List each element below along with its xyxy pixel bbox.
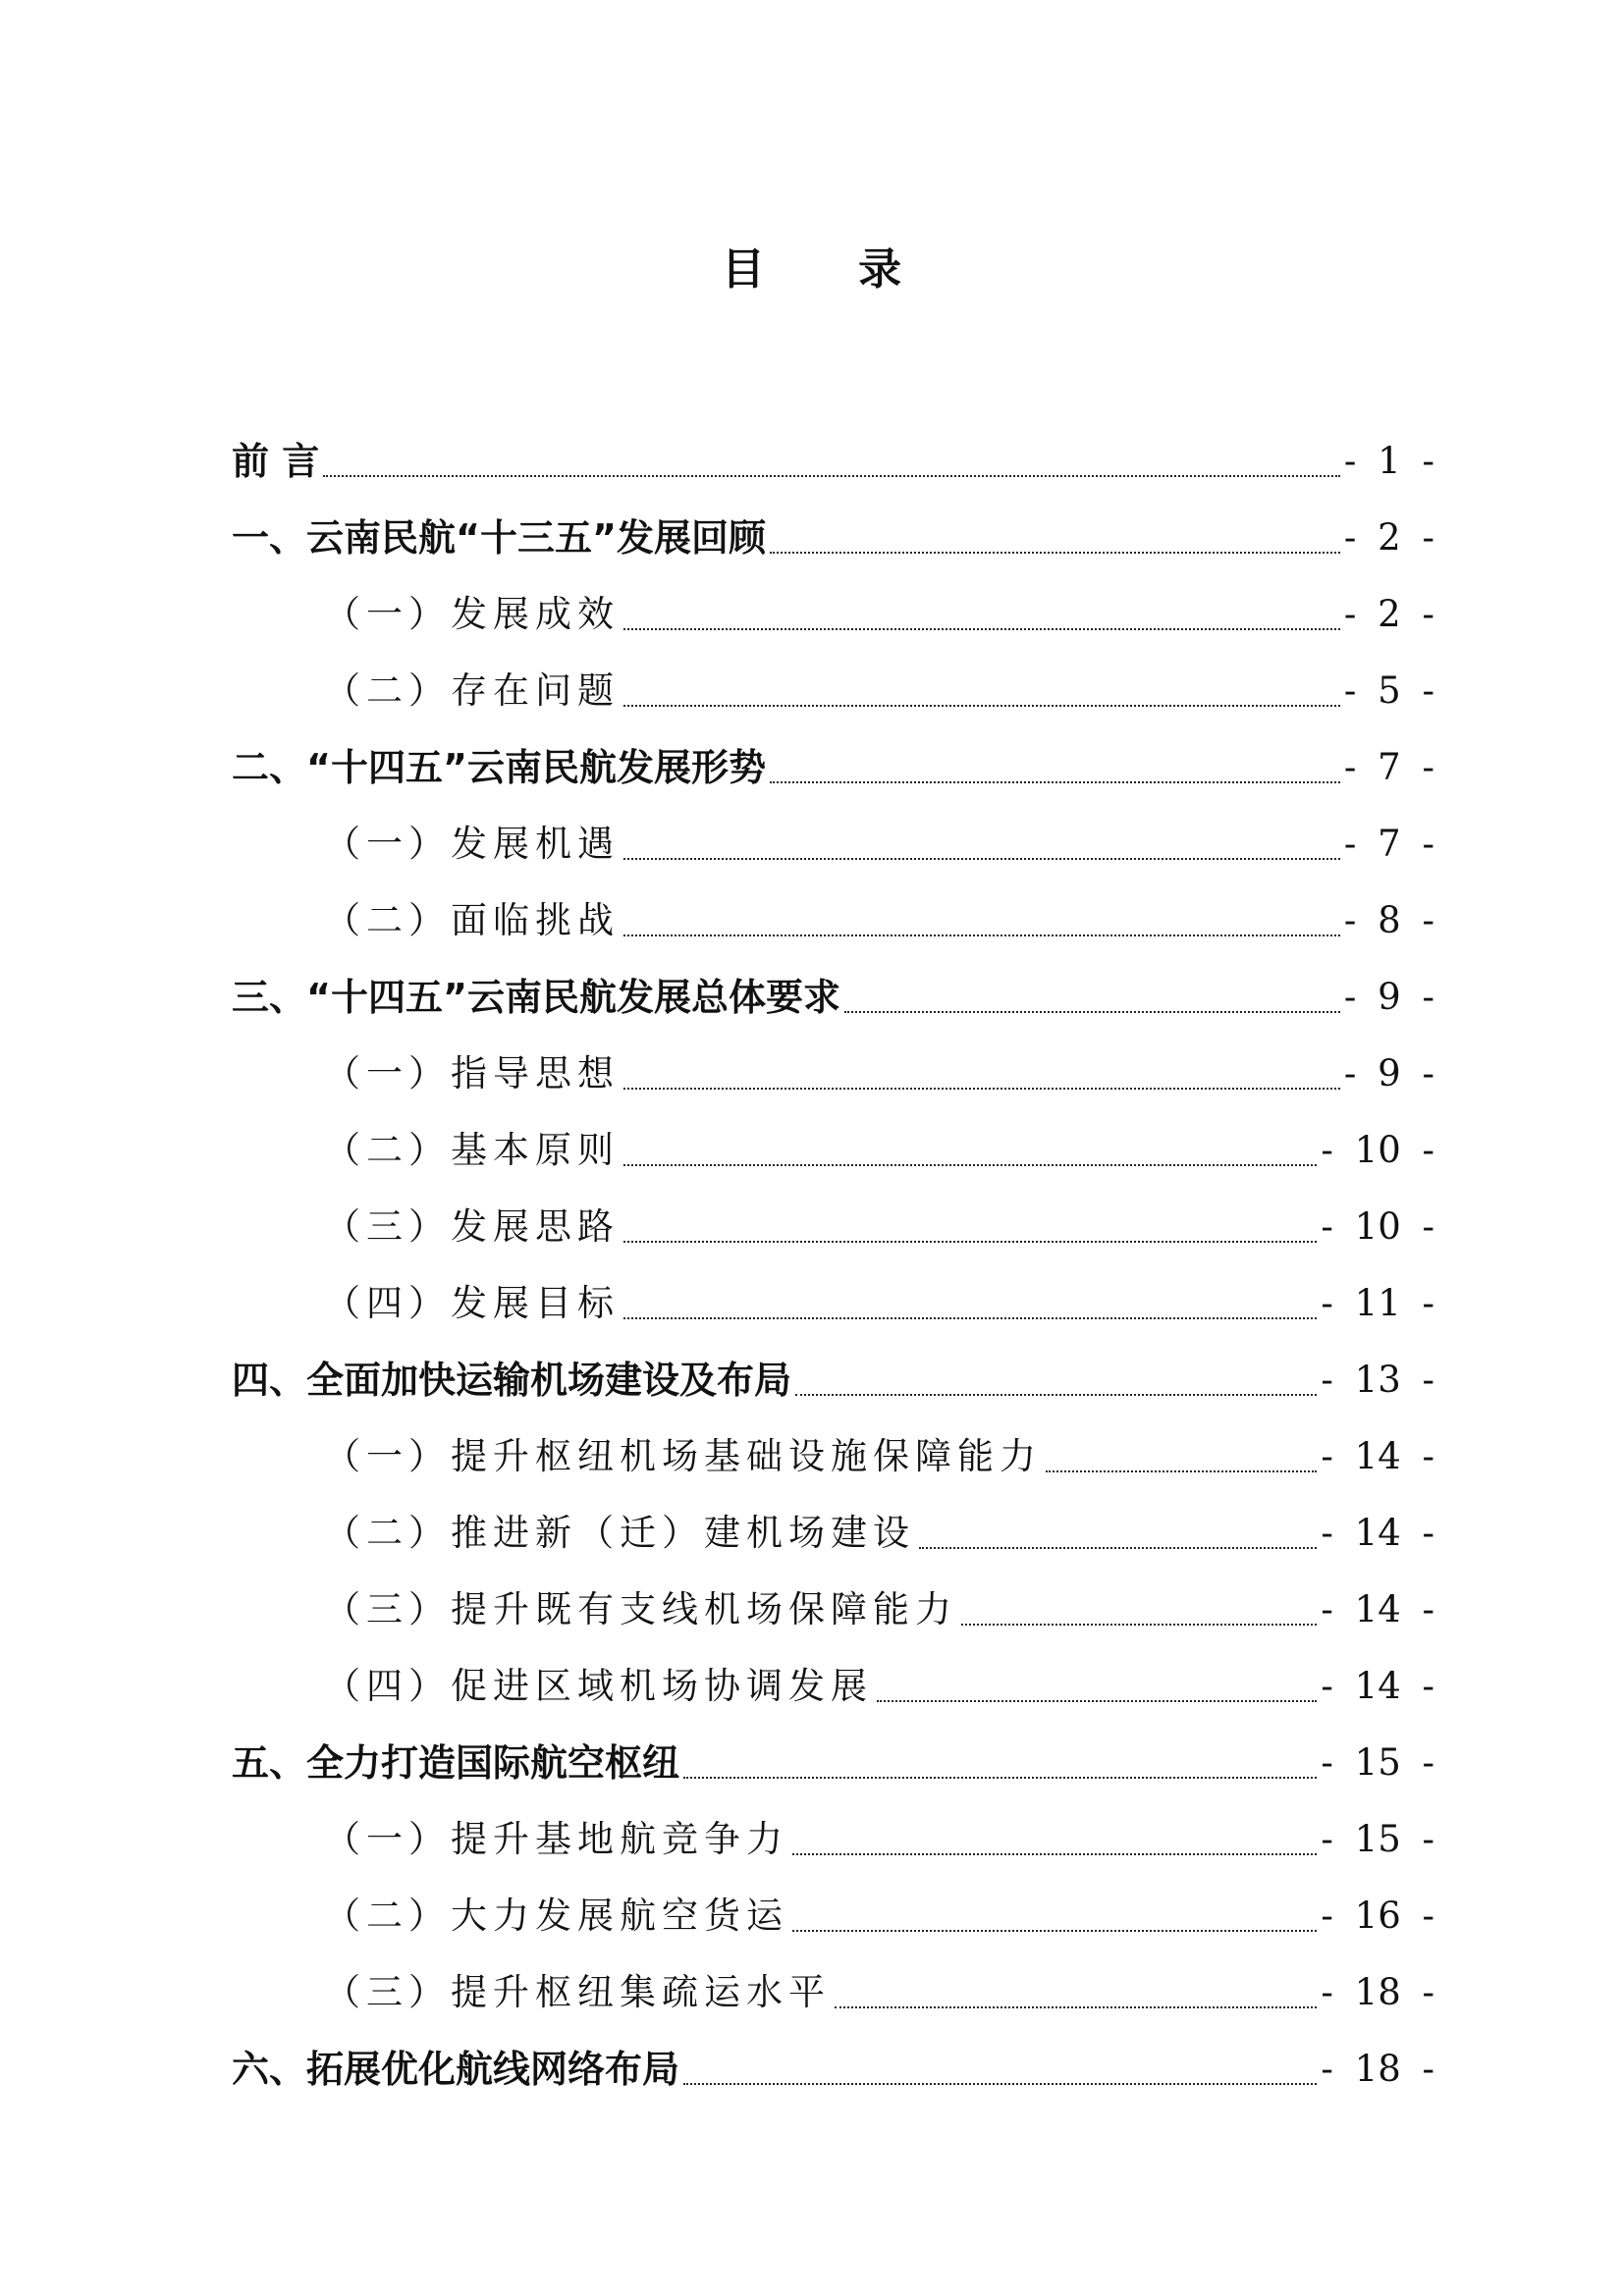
toc-entry-label: （二）推进新（迁）建机场建设 (324, 1512, 915, 1554)
dot-leader (623, 704, 1340, 707)
toc-entry-label: 三、“十四五”云南民航发展总体要求 (232, 976, 840, 1019)
toc-entry-label: 四、全面加快运输机场建设及布局 (232, 1359, 792, 1402)
toc-page-number: - 2 - (1343, 516, 1434, 559)
toc-entry-label: （四）促进区域机场协调发展 (324, 1665, 873, 1707)
dot-leader (844, 1010, 1340, 1013)
toc-page-number: - 11 - (1321, 1282, 1434, 1324)
toc-entry-label: （一）发展机遇 (324, 823, 620, 865)
toc-page-number: - 18 - (1321, 1971, 1434, 2013)
toc-page-number: - 7 - (1343, 746, 1434, 788)
toc-chapter-entry[interactable] (232, 738, 1434, 797)
toc-entry-label: （三）提升枢纽集疏运水平 (324, 1971, 831, 2013)
toc-entry-label: （二）基本原则 (324, 1129, 620, 1171)
toc-entry-label: （二）大力发展航空货运 (324, 1895, 788, 1937)
toc-page-number: - 2 - (1343, 593, 1434, 635)
toc-section-entry[interactable] (324, 815, 1434, 874)
toc-chapter-entry[interactable] (232, 2040, 1434, 2099)
toc-section-entry[interactable] (324, 1274, 1434, 1333)
toc-entry-label: （一）提升枢纽机场基础设施保障能力 (324, 1435, 1042, 1477)
toc-entry-label: 一、云南民航“十三五”发展回顾 (232, 516, 766, 560)
dot-leader (683, 2082, 1317, 2085)
toc-page-number: - 9 - (1343, 976, 1434, 1018)
dot-leader (919, 1546, 1317, 1549)
toc-section-entry[interactable] (324, 1887, 1434, 1946)
dot-leader (877, 1699, 1317, 1702)
toc-section-entry[interactable] (324, 1810, 1434, 1869)
toc-section-entry[interactable] (324, 1963, 1434, 2022)
page-title: 目 录 (721, 244, 942, 294)
toc-section-entry[interactable] (324, 662, 1434, 721)
toc-page-number: - 14 - (1321, 1435, 1434, 1477)
toc-entry-label: （三）发展思路 (324, 1205, 620, 1248)
dot-leader (623, 1316, 1317, 1319)
dot-leader (961, 1623, 1317, 1626)
toc-entry-label: （二）面临挑战 (324, 899, 620, 941)
toc-page-number: - 15 - (1321, 1818, 1434, 1860)
dot-leader (623, 1163, 1317, 1166)
toc-page-number: - 13 - (1321, 1359, 1434, 1401)
toc-page-number: - 15 - (1321, 1741, 1434, 1784)
toc-section-entry[interactable] (324, 1427, 1434, 1486)
toc-section-entry[interactable] (324, 1044, 1434, 1103)
toc-chapter-entry[interactable] (232, 1351, 1434, 1410)
dot-leader (623, 857, 1340, 860)
toc-page-number: - 7 - (1343, 823, 1434, 865)
toc-page-number: - 14 - (1321, 1512, 1434, 1554)
toc-section-entry[interactable] (324, 1657, 1434, 1716)
toc-section-entry[interactable] (324, 1504, 1434, 1563)
toc-entry-label: （二）存在问题 (324, 669, 620, 712)
toc-section-entry[interactable] (324, 1198, 1434, 1256)
toc-page-number: - 16 - (1321, 1895, 1434, 1937)
toc-page-number: - 8 - (1343, 899, 1434, 941)
dot-leader (683, 1776, 1317, 1779)
toc-entry-label: （四）发展目标 (324, 1282, 620, 1324)
dot-leader (623, 934, 1340, 936)
toc-entry-label: 二、“十四五”云南民航发展形势 (232, 746, 766, 789)
toc-entry-label: （一）指导思想 (324, 1052, 620, 1095)
dot-leader (792, 1852, 1317, 1855)
dot-leader (623, 1240, 1317, 1243)
toc-chapter-entry[interactable] (232, 968, 1434, 1027)
dot-leader (1046, 1469, 1317, 1472)
toc-entry-label: 五、全力打造国际航空枢纽 (232, 1741, 680, 1785)
toc-chapter-entry[interactable] (232, 1734, 1434, 1792)
dot-leader (835, 2005, 1317, 2008)
toc-section-entry[interactable] (324, 1121, 1434, 1180)
toc-section-entry[interactable] (324, 891, 1434, 950)
toc-page-number: - 10 - (1321, 1205, 1434, 1248)
dot-leader (795, 1393, 1317, 1396)
dot-leader (623, 1087, 1340, 1090)
toc-page-number: - 14 - (1321, 1588, 1434, 1630)
toc-entry-label: 前 言 (232, 440, 320, 483)
dot-leader (792, 1929, 1317, 1932)
toc-section-entry[interactable] (324, 1580, 1434, 1639)
toc-entry-label: 六、拓展优化航线网络布局 (232, 2048, 680, 2091)
toc-section-entry[interactable] (324, 585, 1434, 644)
dot-leader (770, 551, 1340, 554)
toc-page-number: - 14 - (1321, 1665, 1434, 1707)
toc-page-number: - 18 - (1321, 2048, 1434, 2090)
toc-page-number: - 9 - (1343, 1052, 1434, 1095)
toc-entry-label: （一）发展成效 (324, 593, 620, 635)
toc-page-number: - 10 - (1321, 1129, 1434, 1171)
dot-leader (623, 627, 1340, 630)
toc-chapter-entry[interactable] (232, 508, 1434, 567)
dot-leader (770, 780, 1340, 783)
toc-entry-label: （三）提升既有支线机场保障能力 (324, 1588, 957, 1630)
toc-chapter-entry[interactable] (232, 432, 1434, 491)
dot-leader (323, 474, 1340, 477)
toc-entry-label: （一）提升基地航竞争力 (324, 1818, 788, 1860)
toc-page-number: - 5 - (1343, 669, 1434, 712)
toc-page-number: - 1 - (1343, 440, 1434, 482)
